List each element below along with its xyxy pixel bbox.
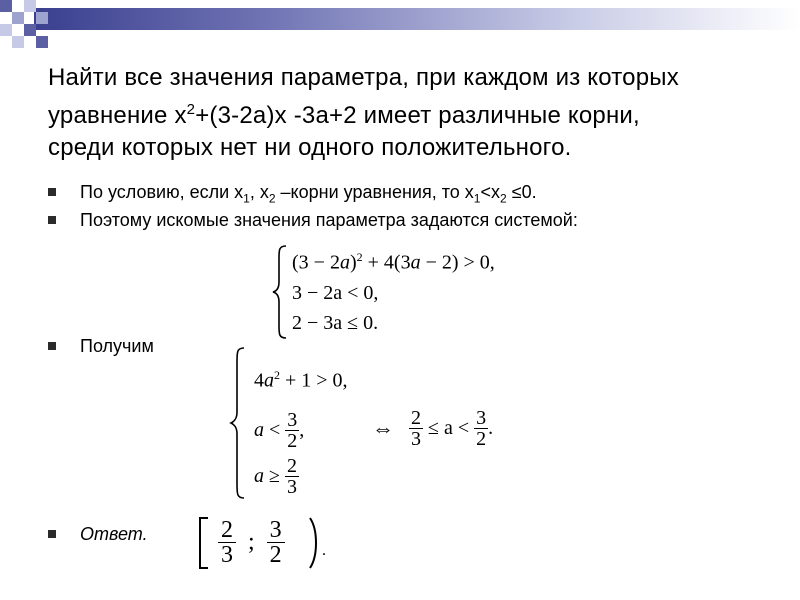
deco-square (36, 36, 48, 48)
answer-interval (196, 512, 346, 572)
fraction: $\frac{2}{3}$ (411, 407, 421, 450)
slide-title (48, 62, 748, 164)
system-2-row-3: a ≥ $\frac{2}{3}$ (254, 455, 297, 498)
bullet-text-system: Поэтому искомые значения параметра задаются системой: (80, 210, 578, 230)
title-text: уравнение x (48, 102, 187, 129)
system-1-row-3: 2 − 3a ≤ 0. (292, 312, 379, 334)
answer-tail: . (322, 542, 326, 559)
system-2-row-1: $4a^2 + 1 > 0$, (254, 368, 348, 392)
header-decoration (0, 0, 800, 60)
fraction: $\frac{3}{2}$ (267, 518, 285, 567)
title-line-3: среди которых нет ни одного положительного. (48, 134, 572, 161)
system-1-row-2: 3 − 2a < 0, (292, 282, 379, 304)
answer-row: $\frac{2}{3}$ ; $\frac{3}{2}$ (218, 518, 285, 567)
fraction: $\frac{2}{3}$ (286, 455, 297, 498)
fraction: $\frac{3}{2}$ (287, 409, 298, 452)
title-exponent: 2 (186, 101, 196, 118)
deco-square (24, 24, 36, 36)
bullet-text-condition: По условию, если $x_1$, $x_2$ –корни уравнения, то $x_1<x_2 \le 0$. (80, 182, 537, 206)
title-text: +(3-2a)x -3a+2 имеет различные корни, (195, 102, 640, 129)
title-line-1: Найти все значения параметра, при каждом из которых (48, 64, 679, 91)
equivalence-result (372, 400, 552, 450)
bullet-text-answer: Ответ. (80, 524, 148, 544)
header-gradient-bar (34, 8, 800, 30)
system-2-row-2: a < $\frac{3}{2}$ , (254, 409, 305, 452)
fraction: $\frac{3}{2}$ (476, 407, 487, 450)
bullet-marker (48, 338, 60, 350)
equivalence-symbol: ⇔ (372, 415, 394, 441)
bullet-marker (48, 212, 60, 224)
deco-square (0, 0, 12, 12)
system-2 (228, 346, 388, 500)
equivalence-row: ⇔ $\frac{2}{3}$ ≤ a < $\frac{3}{2}$ . (372, 407, 494, 450)
deco-square (12, 36, 24, 48)
fraction: $\frac{2}{3}$ (218, 518, 236, 567)
bullet-text-obtain: Получим (80, 336, 154, 356)
deco-square (24, 0, 36, 12)
title-line-2 (48, 94, 748, 132)
bullet-marker (48, 184, 60, 196)
system-1-row-1: $(3 - 2a)^2 + 4(3a - 2) > 0$, (292, 250, 495, 274)
deco-square (0, 24, 12, 36)
bullet-marker (48, 526, 60, 538)
system-brace (270, 244, 290, 340)
left-bracket (196, 516, 212, 570)
system-brace (228, 346, 248, 500)
deco-square (12, 12, 24, 24)
deco-square (36, 12, 48, 24)
system-1 (270, 244, 550, 340)
right-paren (306, 516, 322, 570)
